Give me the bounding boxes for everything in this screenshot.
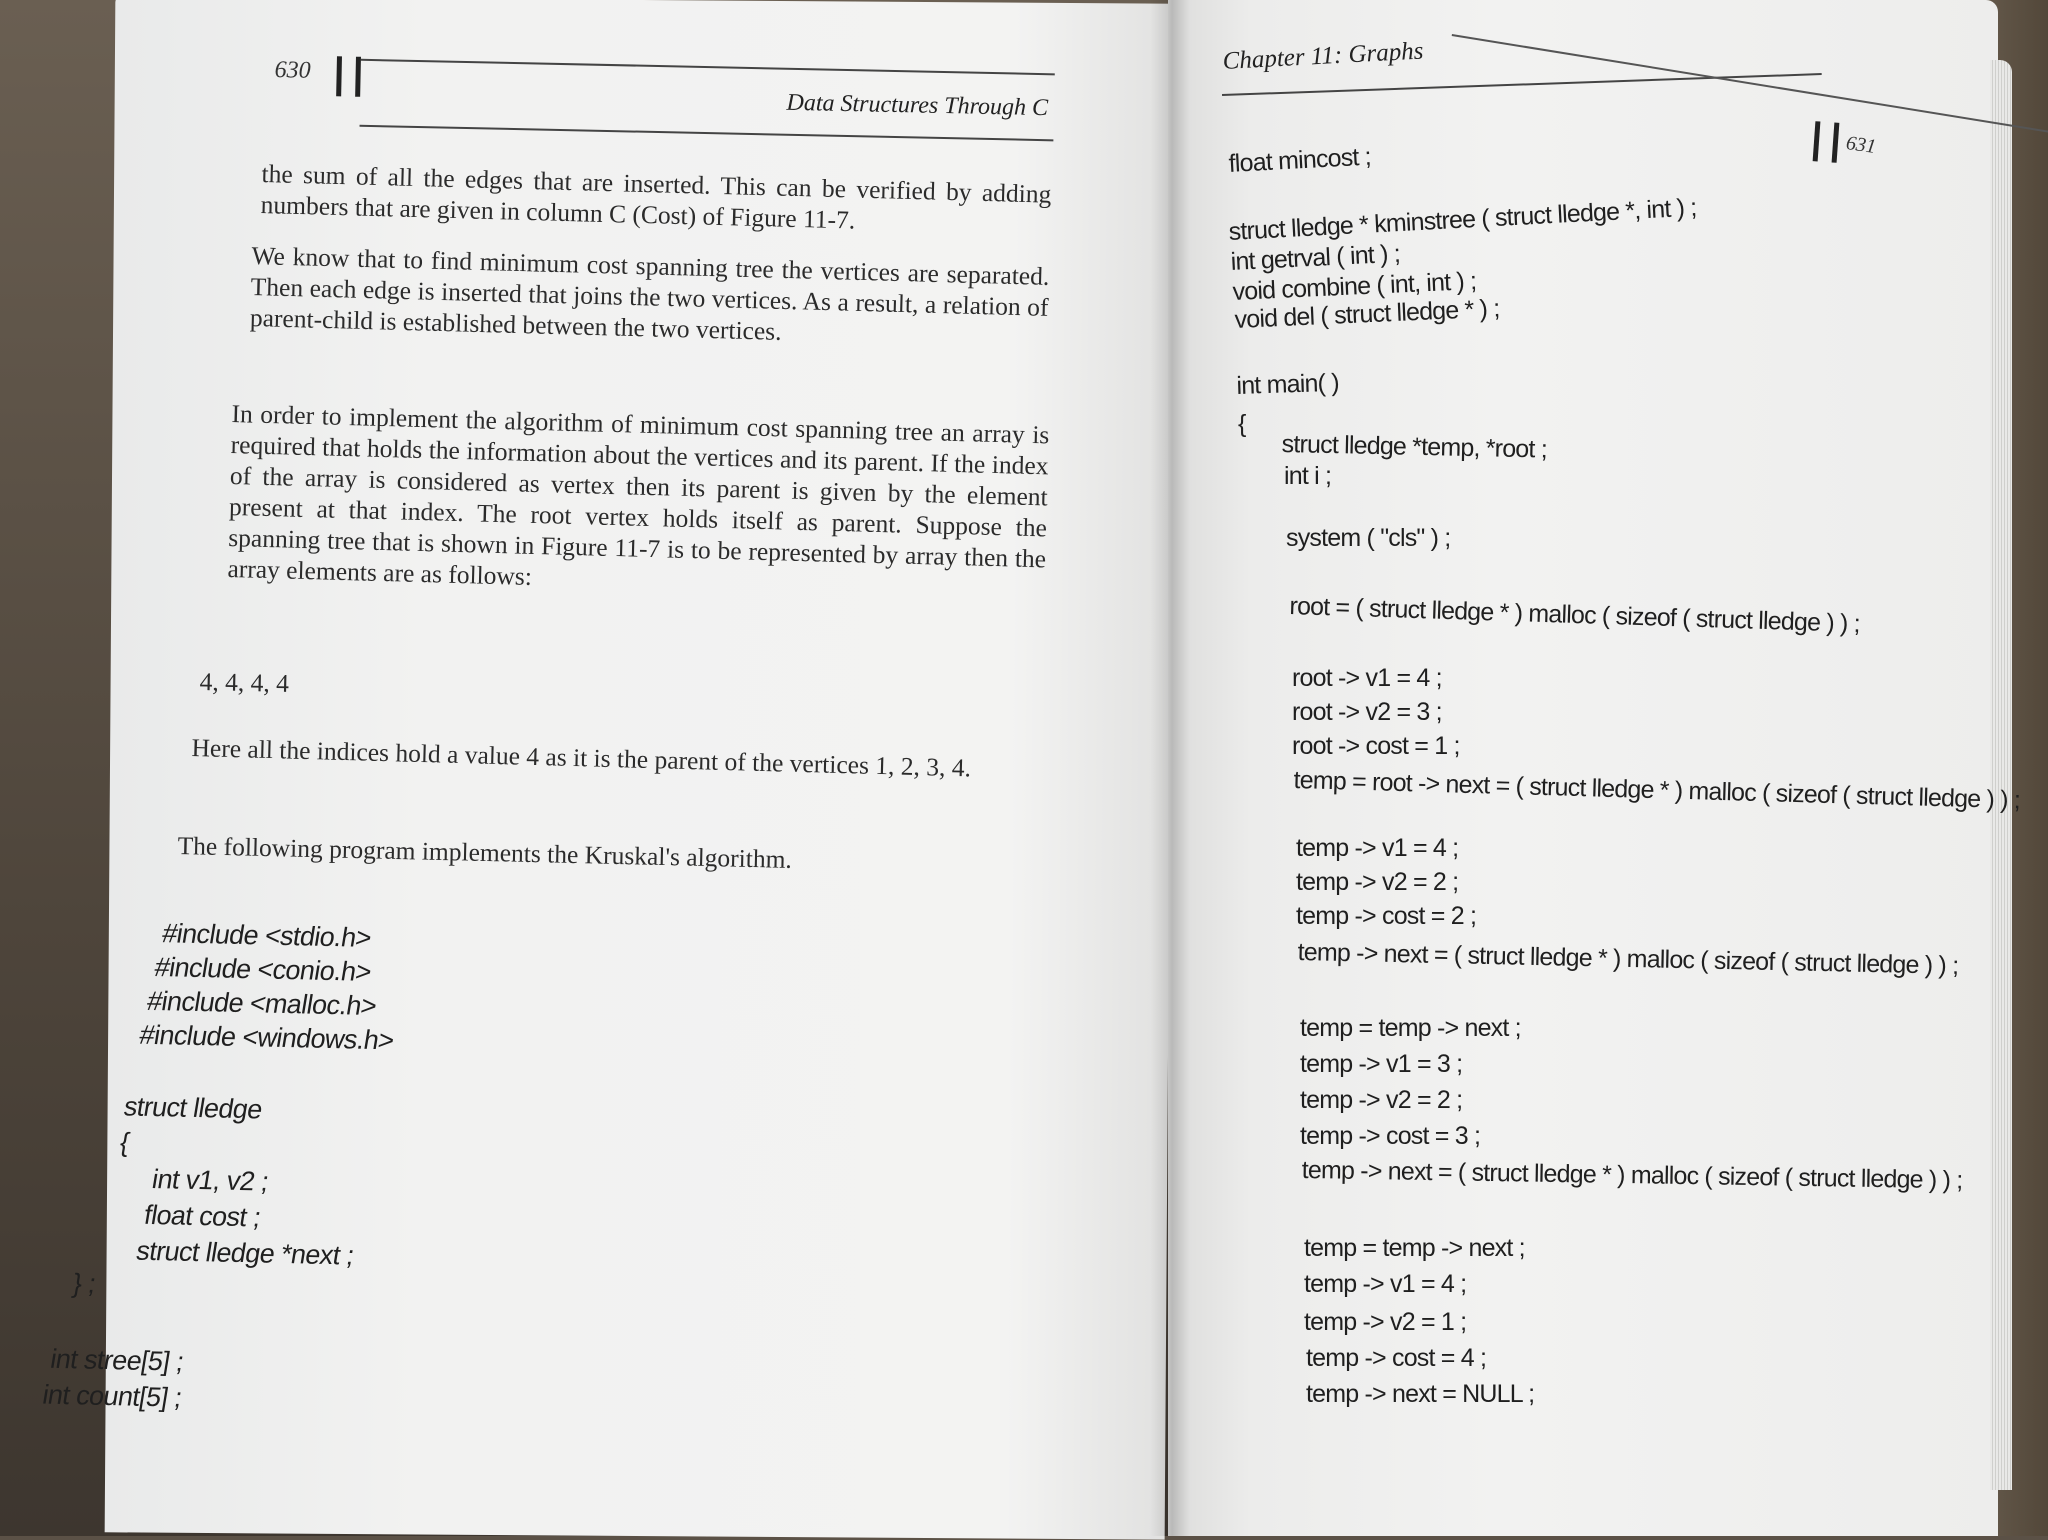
array-elements-line: 4, 4, 4, 4 bbox=[199, 666, 290, 698]
code-line: int getrval ( int ) ; bbox=[1230, 239, 1401, 276]
code-line: struct lledge *next ; bbox=[134, 1235, 357, 1271]
code-line: root = ( struct lledge * ) malloc ( sizeof ( struct lledge ) ) ; bbox=[1289, 592, 1861, 638]
code-line: struct lledge * kminstree ( struct lledge *, int ) ; bbox=[1228, 193, 1698, 246]
code-line: temp -> v1 = 4 ; bbox=[1296, 834, 1459, 862]
code-line: root -> cost = 1 ; bbox=[1292, 732, 1460, 760]
code-line: { bbox=[117, 1127, 132, 1158]
header-bars-decoration bbox=[336, 56, 361, 96]
right-page-header bbox=[1222, 30, 1882, 160]
code-line: } ; bbox=[70, 1268, 98, 1299]
code-line: int stree[5] ; bbox=[48, 1343, 186, 1377]
code-line: temp -> v1 = 4 ; bbox=[1304, 1270, 1467, 1298]
code-line: temp -> v2 = 1 ; bbox=[1304, 1308, 1467, 1336]
code-line: #include <stdio.h> bbox=[160, 918, 374, 953]
code-line: root -> v1 = 4 ; bbox=[1292, 664, 1442, 692]
paragraph: In order to implement the algorithm of minimum cost spanning tree an array is required that holds the information about the vertices and its parent. If the index of the array is considered as vertex then its parent is given by the element present at that index. The root vertex holds itself as parent. Suppose the spanning tree that is shown in Figure 11-7 is to be represented by array then the array elements are as follows: bbox=[227, 398, 1050, 591]
page-stack-edge bbox=[1990, 60, 2012, 1490]
paragraph: We know that to find minimum cost spanning tree the vertices are separated. Then each edge is inserted that joins the two vertices. As a result, a relation of parent-child is established between the two vertices. bbox=[249, 240, 1050, 346]
left-page-number: 630 bbox=[274, 56, 311, 84]
code-line: #include <conio.h> bbox=[152, 952, 374, 987]
paragraph: the sum of all the edges that are inserted. This can be verified by adding numbers that are given in column C (Cost) of Figure 11-7. bbox=[260, 158, 1052, 235]
code-line: temp -> cost = 2 ; bbox=[1296, 902, 1477, 930]
header-bars-decoration bbox=[1813, 121, 1840, 163]
code-line: temp = temp -> next ; bbox=[1300, 1014, 1521, 1042]
code-line: temp -> cost = 3 ; bbox=[1300, 1122, 1481, 1150]
code-line: temp = root -> next = ( struct lledge * ) malloc ( sizeof ( struct lledge ) ) ; bbox=[1293, 766, 2021, 815]
code-line: temp -> v2 = 2 ; bbox=[1296, 868, 1459, 896]
code-line: { bbox=[1238, 410, 1246, 438]
code-line: float mincost ; bbox=[1228, 142, 1372, 178]
paragraph: Here all the indices hold a value 4 as it is the parent of the vertices 1, 2, 3, 4. bbox=[191, 732, 972, 783]
left-running-title: Data Structures Through C bbox=[786, 89, 1049, 122]
code-line: temp = temp -> next ; bbox=[1304, 1234, 1525, 1262]
book-gutter bbox=[1150, 0, 1190, 1536]
code-line: int v1, v2 ; bbox=[149, 1164, 271, 1197]
code-line: root -> v2 = 3 ; bbox=[1292, 698, 1442, 726]
code-line: temp -> v1 = 3 ; bbox=[1300, 1050, 1463, 1078]
code-line: int i ; bbox=[1284, 462, 1332, 490]
right-page-number: 631 bbox=[1844, 132, 1878, 158]
code-line: void del ( struct lledge * ) ; bbox=[1234, 294, 1500, 334]
code-line: temp -> next = ( struct lledge * ) malloc ( sizeof ( struct lledge ) ) ; bbox=[1301, 1156, 1963, 1195]
code-line: struct lledge *temp, *root ; bbox=[1281, 430, 1548, 464]
code-line: system ( "cls" ) ; bbox=[1286, 524, 1451, 552]
header-rule bbox=[1222, 73, 1822, 96]
code-line: int count[5] ; bbox=[40, 1379, 184, 1413]
code-line: temp -> cost = 4 ; bbox=[1306, 1344, 1487, 1372]
code-line: float cost ; bbox=[142, 1199, 263, 1233]
code-line: temp -> v2 = 2 ; bbox=[1300, 1086, 1463, 1114]
paragraph: The following program implements the Kruskal's algorithm. bbox=[177, 830, 793, 874]
code-line: #include <malloc.h> bbox=[145, 985, 379, 1021]
code-line: struct lledge bbox=[121, 1091, 265, 1125]
code-line: temp -> next = ( struct lledge * ) malloc ( sizeof ( struct lledge ) ) ; bbox=[1297, 938, 1959, 980]
code-line: int main( ) bbox=[1236, 368, 1340, 400]
code-line: void combine ( int, int ) ; bbox=[1232, 266, 1477, 306]
code-line: temp -> next = NULL ; bbox=[1306, 1380, 1535, 1408]
code-line: #include <windows.h> bbox=[137, 1019, 396, 1056]
right-running-title: Chapter 11: Graphs bbox=[1222, 37, 1425, 75]
